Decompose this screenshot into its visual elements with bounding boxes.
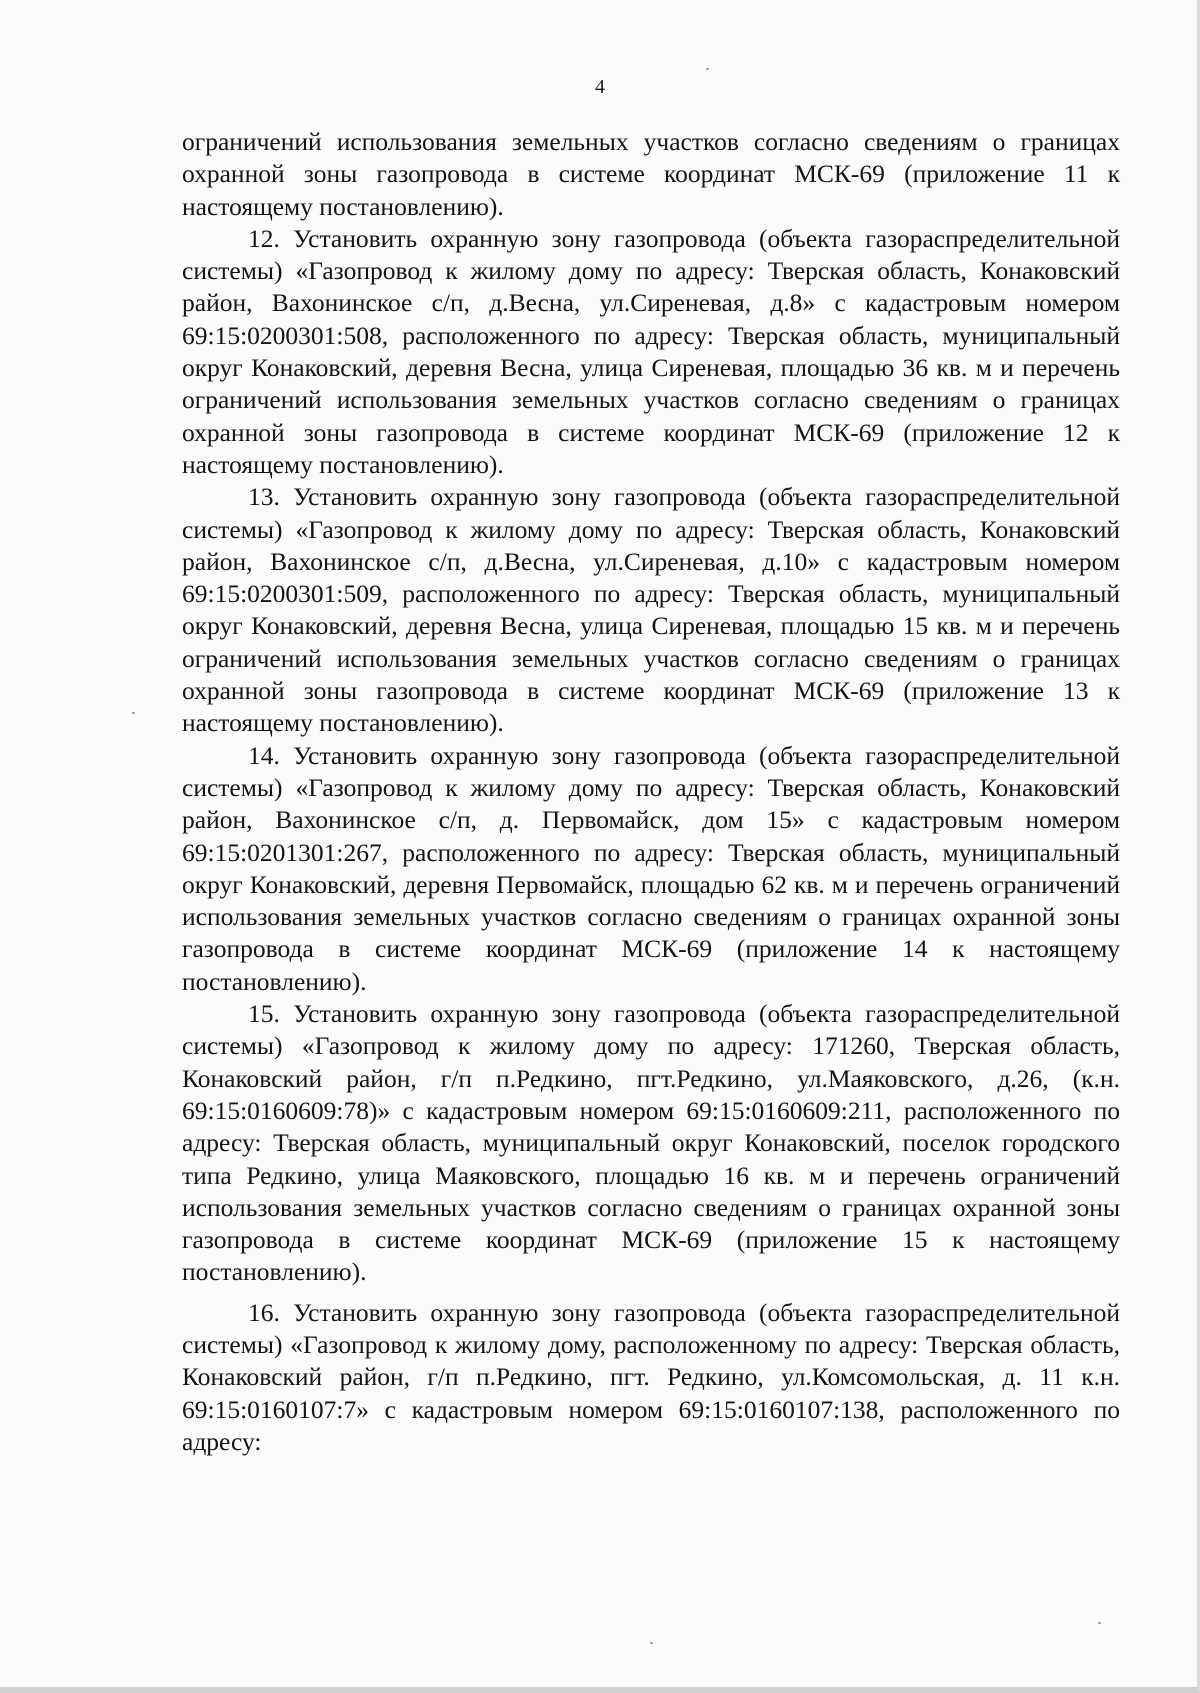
paragraph-item-12: 12. Установить охранную зону газопровода (объекта газораспределительной системы) «Газопровод к жилому дому по адресу: Тверская область, Конаковский район, Вахонинское с/п, д.Весна, ул.Сиреневая, д.8» с кадастровым номером 69:15:0200301:508, расположенного по адресу: Тверская область, муниципальный округ Конаковский, деревня Весна, улица Сиреневая, площадью 36 кв. м и перечень ограничений использования земельных участков согласно сведениям о границах охранной зоны газопровода в системе координат МСК-69 (приложение 12 к настоящему постановлению). xyxy=(182,223,1120,479)
paragraph-item-15: 15. Установить охранную зону газопровода (объекта газораспределительной системы) «Газопровод к жилому дому по адресу: 171260, Тверская область, Конаковский район, г/п п.Редкино, пгт.Редкино, ул.Маяковского, д.26, (к.н. 69:15:0160609:78)» с кадастровым номером 69:15:0160609:211, расположенного по адресу: Тверская область, муниципальный округ Конаковский, поселок городского типа Редкино, улица Маяковского, площадью 16 кв. м и перечень ограничений использования земельных участков согласно сведениям о границах охранной зоны газопровода в системе координат МСК-69 (приложение 15 к настоящему постановлению). xyxy=(182,999,1120,1287)
paragraph-item-14: 14. Установить охранную зону газопровода (объекта газораспределительной системы) «Газопровод к жилому дому по адресу: Тверская область, Конаковский район, Вахонинское с/п, д. Первомайск, дом 15» с кадастровым номером 69:15:0201301:267, расположенного по адресу: Тверская область, муниципальный округ Конаковский, деревня Первомайск, площадью 62 кв. м и перечень ограничений использования земельных участков согласно сведениям о границах охранной зоны газопровода в системе координат МСК-69 (приложение 14 к настоящему постановлению). xyxy=(182,740,1120,996)
page-number: 4 xyxy=(595,76,605,98)
scan-speck xyxy=(650,1642,653,1644)
document-body xyxy=(182,126,1120,1458)
paragraph-continuation: ограничений использования земельных участков согласно сведениям о границах охранной зоны газопровода в системе координат МСК-69 (приложение 11 к настоящему постановлению). xyxy=(182,127,1120,221)
scan-speck xyxy=(1098,1622,1101,1624)
scan-speck xyxy=(132,712,135,714)
paragraph-item-16: 16. Установить охранную зону газопровода (объекта газораспределительной системы) «Газопровод к жилому дому, расположенному по адресу: Тверская область, Конаковский район, г/п п.Редкино, пгт. Редкино, ул.Комсомольская, д. 11 к.н. 69:15:0160107:7» с кадастровым номером 69:15:0160107:138, расположенного по адресу: xyxy=(182,1297,1120,1456)
paragraph-item-13: 13. Установить охранную зону газопровода (объекта газораспределительной системы) «Газопровод к жилому дому по адресу: Тверская область, Конаковский район, Вахонинское с/п, д.Весна, ул.Сиреневая, д.10» с кадастровым номером 69:15:0200301:509, расположенного по адресу: Тверская область, муниципальный округ Конаковский, деревня Весна, улица Сиреневая, площадью 15 кв. м и перечень ограничений использования земельных участков согласно сведениям о границах охранной зоны газопровода в системе координат МСК-69 (приложение 13 к настоящему постановлению). xyxy=(182,482,1120,738)
scan-speck xyxy=(706,68,709,70)
